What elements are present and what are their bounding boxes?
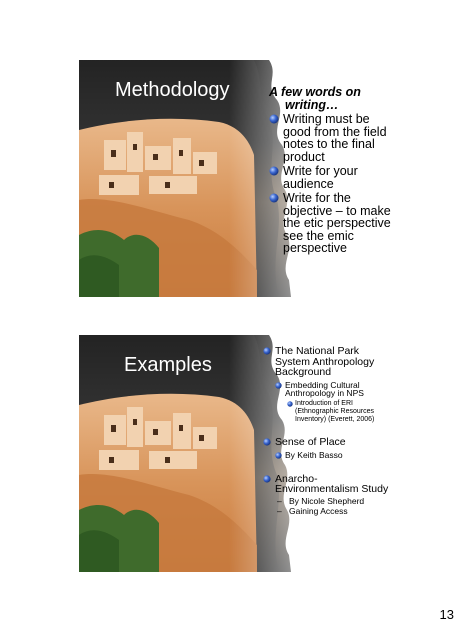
list-item [269, 113, 391, 163]
slide-heading [269, 86, 391, 111]
bullet-text: Introduction of ERI (Ethnographic Resources Inventory) (Everett, 2006) [295, 400, 375, 423]
list-item [263, 346, 391, 378]
list-item [263, 437, 391, 448]
list-item [277, 497, 391, 506]
slide-title: Examples [124, 354, 212, 376]
bullet-text: The National Park System Anthropology Background [275, 345, 375, 378]
globe-bullet-icon [269, 193, 279, 203]
list-item [269, 165, 391, 190]
globe-bullet-icon [269, 166, 279, 176]
bullet-text: Writing must be good from the field notes to the final product [283, 112, 387, 164]
slide-examples [79, 335, 394, 572]
globe-bullet-icon [263, 475, 271, 483]
list-item [275, 451, 391, 460]
bullet-text: Write for your audience [283, 164, 358, 191]
bullet-text: Embedding Cultural Anthropology in NPS [285, 379, 364, 399]
globe-bullet-icon [287, 401, 293, 407]
list-item [275, 381, 391, 399]
globe-bullet-icon [275, 382, 282, 389]
list-item [287, 400, 391, 423]
page-number: 13 [439, 607, 454, 622]
slide-methodology [79, 60, 394, 297]
dash-bullet-icon: – [277, 506, 282, 517]
bullet-list [263, 346, 391, 516]
slide-content [269, 86, 391, 255]
spacer [263, 423, 391, 433]
dash-bullet-icon: – [277, 495, 282, 506]
bullet-text: Sense of Place [275, 436, 346, 449]
globe-bullet-icon [263, 347, 271, 355]
slide-content [263, 342, 391, 516]
list-item [269, 192, 391, 255]
globe-bullet-icon [275, 452, 282, 459]
heading-line-1: A few words on [269, 85, 361, 99]
list-item [263, 474, 391, 495]
bullet-text: By Keith Basso [285, 449, 343, 460]
bullet-text: By Nicole Shepherd [289, 495, 365, 506]
bullet-text: Write for the objective – to make the etic perspective see the emic perspective [283, 191, 391, 255]
bullet-list [269, 113, 391, 255]
globe-bullet-icon [269, 114, 279, 124]
list-item [277, 507, 391, 516]
slide-title: Methodology [115, 79, 230, 101]
heading-line-2: writing… [285, 97, 339, 112]
globe-bullet-icon [263, 438, 271, 446]
bullet-text: Gaining Access [289, 506, 348, 517]
spacer [263, 460, 391, 470]
bullet-text: Anarcho-Environmentalism Study [275, 472, 389, 496]
